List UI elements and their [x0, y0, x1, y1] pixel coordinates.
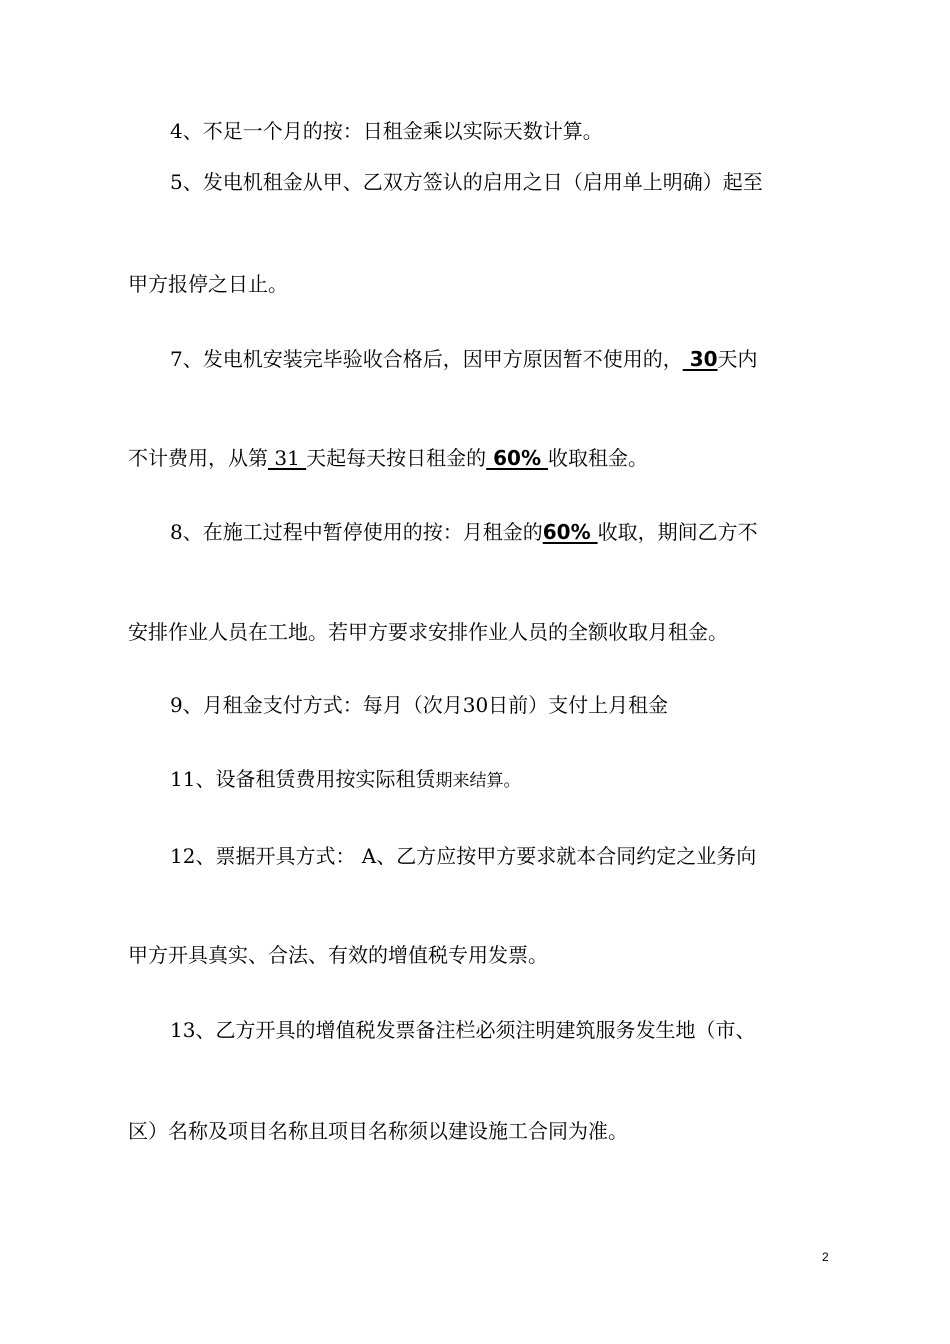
clause-5-line1 — [170, 168, 763, 196]
clause-4-text: 4、不足一个月的按：日租金乘以实际天数计算。 — [170, 119, 603, 143]
clause-11 — [170, 765, 520, 795]
clause-5-line2 — [128, 270, 288, 298]
clause-8-line1 — [170, 518, 758, 546]
clause-7-text-2: 天内 — [717, 347, 758, 371]
start-day-value: 31 — [268, 446, 307, 470]
monthly-rent-percent-value: 60% — [542, 520, 598, 544]
clause-7-text-3: 不计费用，从第 — [128, 446, 268, 470]
clause-12-text-1: 12、票据开具方式： A、乙方应按甲方要求就本合同约定之业务向 — [170, 844, 757, 868]
page-number: 2 — [822, 1250, 829, 1264]
clause-4 — [170, 117, 603, 145]
clause-13-text-1: 13、乙方开具的增值税发票备注栏必须注明建筑服务发生地（市、 — [170, 1018, 756, 1042]
clause-8-text-3: 安排作业人员在工地。若甲方要求安排作业人员的全额收取月租金。 — [128, 620, 728, 644]
clause-13-line2 — [128, 1117, 628, 1145]
clause-8-text-1: 8、在施工过程中暂停使用的按：月租金的 — [170, 520, 543, 544]
clause-11-text-2: 期来结算。 — [435, 771, 521, 791]
daily-rent-percent-value: 60% — [486, 446, 548, 470]
clause-7-text-1: 7、发电机安装完毕验收合格后，因甲方原因暂不使用的， — [170, 347, 683, 371]
clause-13-text-2: 区）名称及项目名称且项目名称须以建设施工合同为准。 — [128, 1119, 628, 1143]
clause-9-text: 9、月租金支付方式：每月（次月30日前）支付上月租金 — [170, 693, 669, 717]
clause-7-text-4: 天起每天按日租金的 — [306, 446, 487, 470]
clause-7-text-5: 收取租金。 — [547, 446, 648, 470]
clause-12-line2 — [128, 941, 548, 969]
clause-8-line2 — [128, 618, 728, 646]
clause-5-text-2: 甲方报停之日止。 — [128, 272, 288, 296]
clause-12-text-2: 甲方开具真实、合法、有效的增值税专用发票。 — [128, 943, 548, 967]
clause-7-line2 — [128, 444, 648, 472]
clause-7-line1 — [170, 345, 758, 373]
free-days-value: 30 — [682, 347, 718, 371]
clause-9 — [170, 691, 668, 719]
clause-5-text-1: 5、发电机租金从甲、乙双方签认的启用之日（启用单上明确）起至 — [170, 170, 763, 194]
clause-11-text-1: 11、设备租赁费用按实际租赁 — [170, 767, 436, 791]
clause-8-text-2: 收取，期间乙方不 — [597, 520, 758, 544]
clause-12-line1 — [170, 842, 756, 870]
clause-13-line1 — [170, 1016, 755, 1044]
